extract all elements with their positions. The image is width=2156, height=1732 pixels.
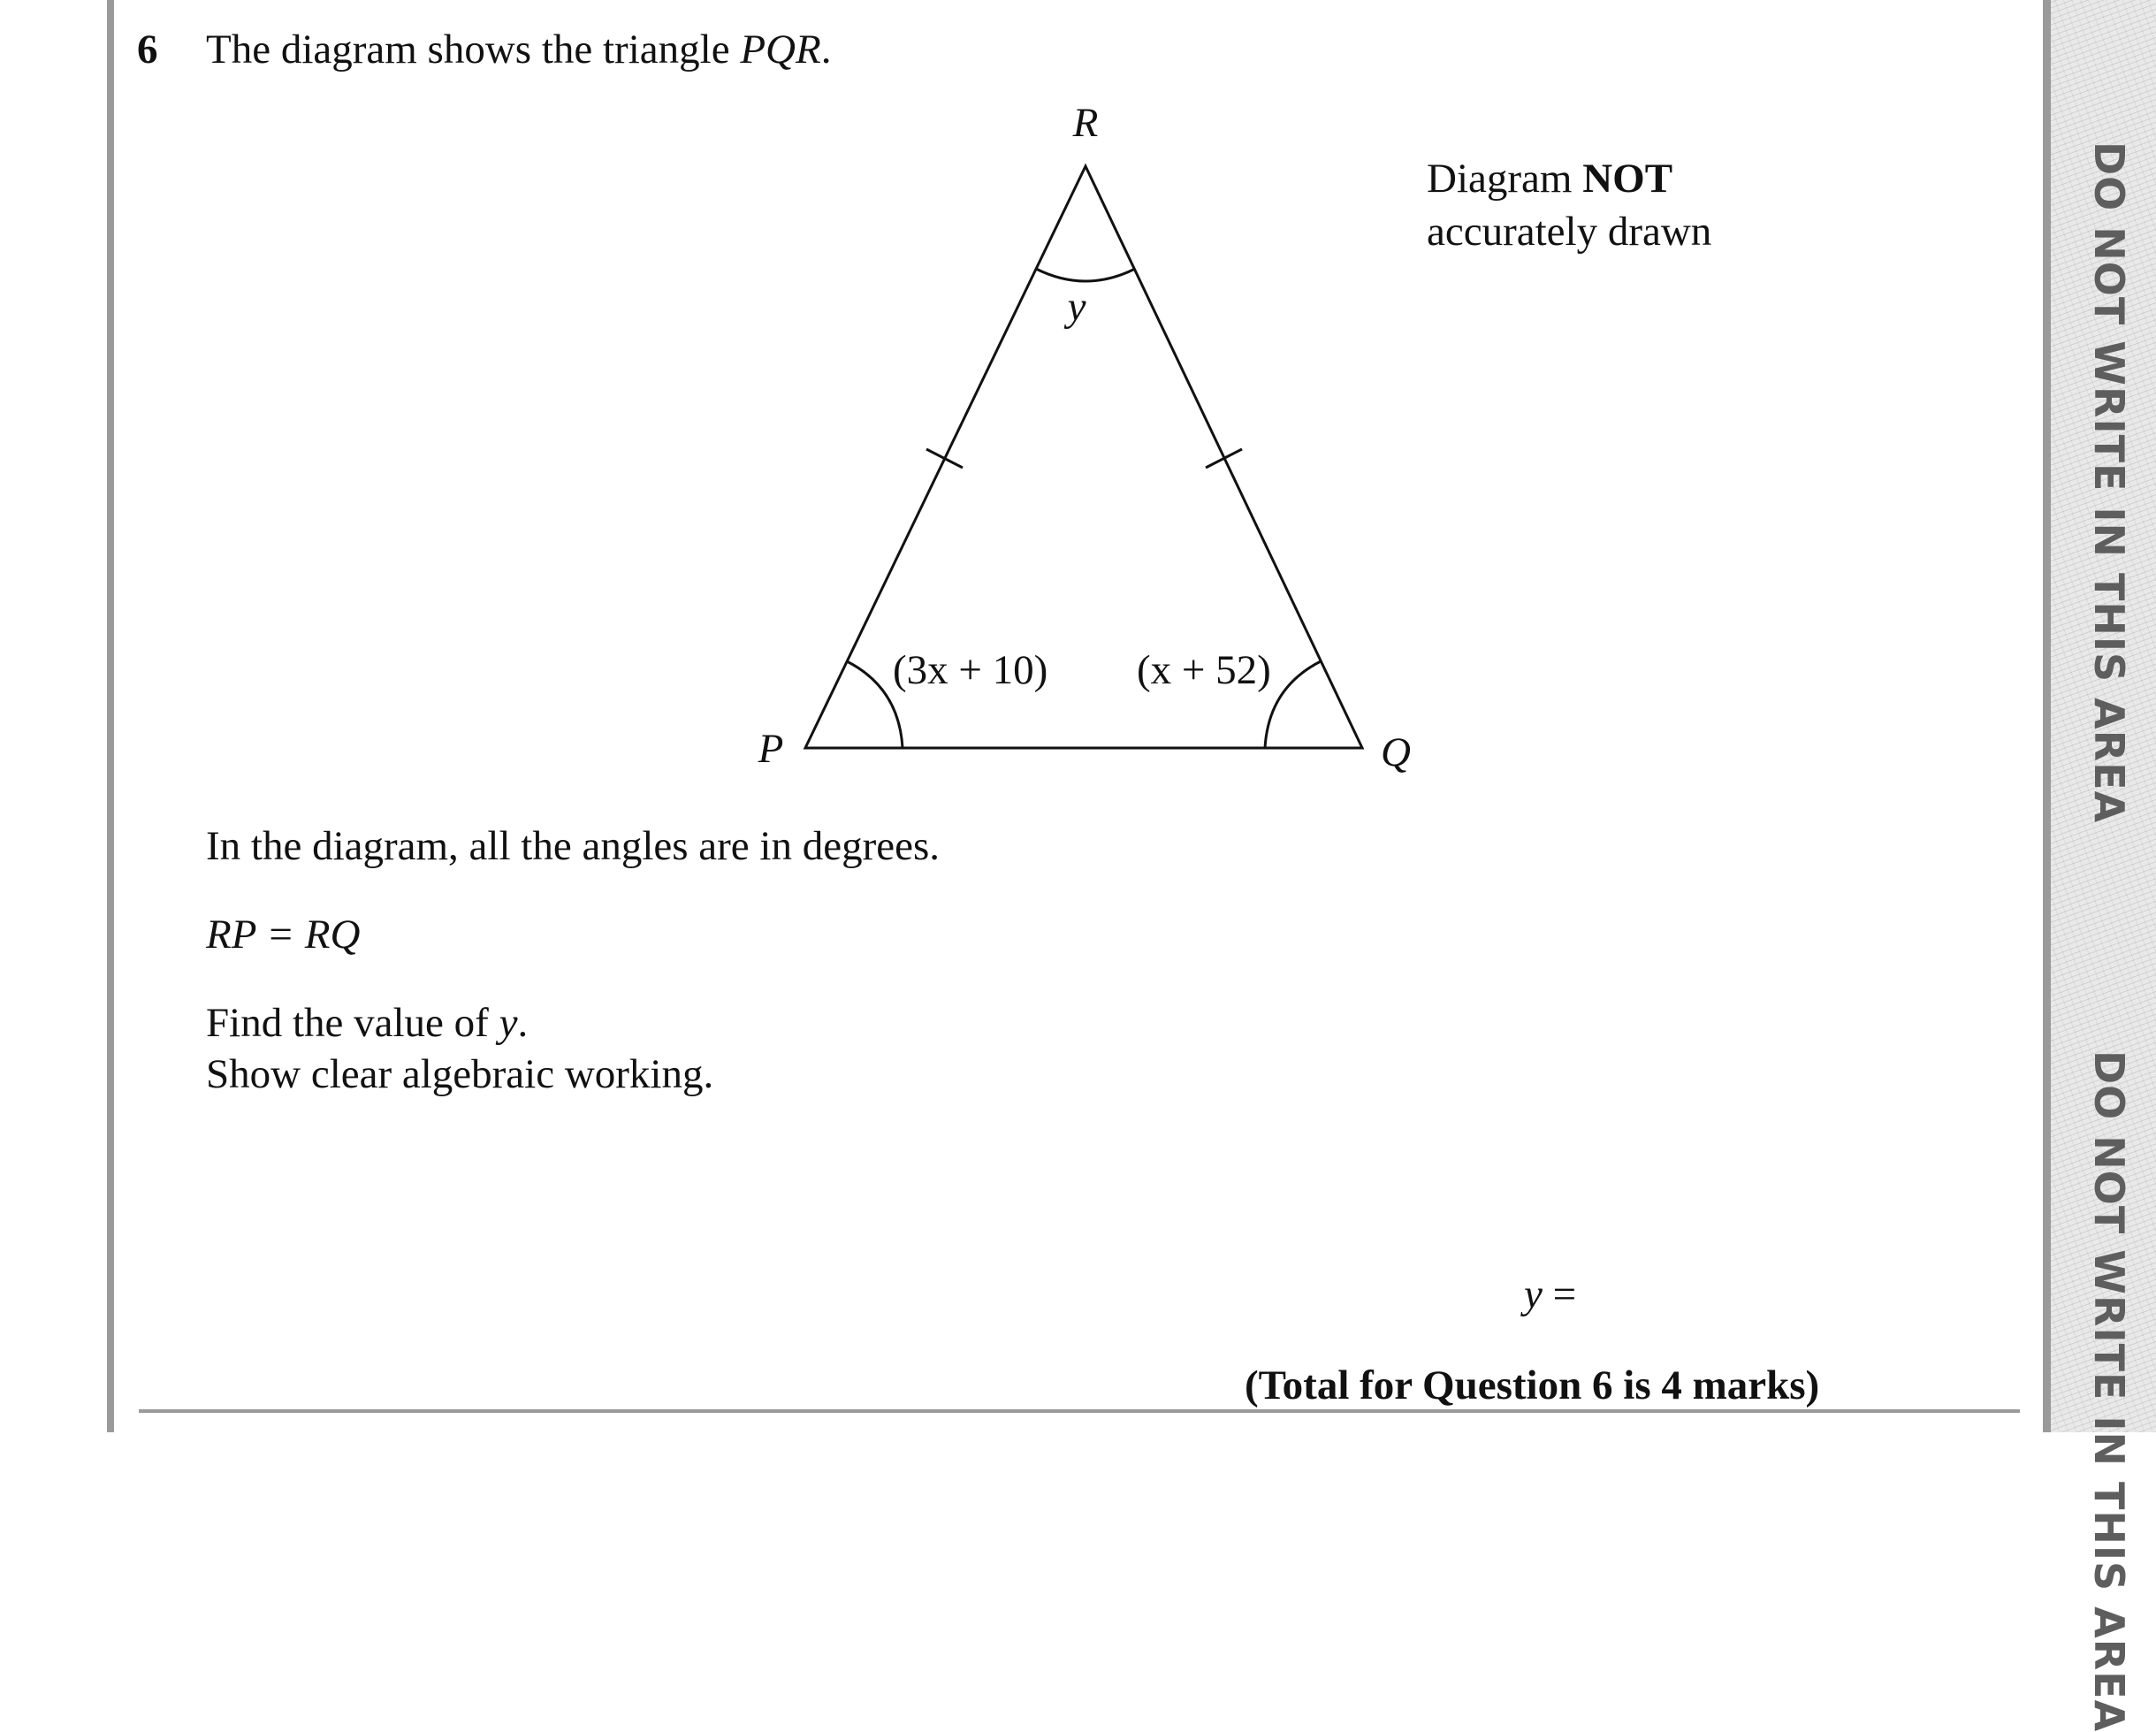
question-number: 6: [137, 27, 158, 72]
instruction-show-working: Show clear algebraic working.: [206, 1051, 714, 1097]
diagram-note: Diagram NOT accurately drawn: [1427, 156, 1712, 255]
bottom-rule: [139, 1409, 2020, 1413]
question-intro: The diagram shows the triangle PQR.: [206, 27, 832, 72]
vertex-label-p: P: [758, 726, 784, 772]
angle-label-y: y: [1067, 284, 1086, 330]
angle-arc-q: [1265, 661, 1321, 748]
angle-label-right: (x + 52): [1137, 647, 1271, 693]
angle-label-left: (3x + 10): [893, 647, 1048, 693]
triangle-pqr: [805, 166, 1362, 748]
do-not-write-label: DO NOT WRITE IN THIS AREA: [2085, 141, 2133, 824]
total-marks: (Total for Question 6 is 4 marks): [1245, 1362, 1820, 1408]
angle-arc-r: [1036, 269, 1135, 281]
info-equal-sides: RP = RQ: [206, 912, 361, 958]
tick-mark-rp: [926, 449, 963, 468]
vertex-label-r: R: [1072, 100, 1099, 146]
info-angles-degrees: In the diagram, all the angles are in degrees.: [206, 823, 940, 869]
triangle-name: PQR: [740, 27, 821, 72]
do-not-write-label: DO NOT WRITE IN THIS AREA: [2085, 1050, 2133, 1732]
instruction-find-y: Find the value of y.: [206, 1000, 529, 1046]
answer-line: y =: [1524, 1271, 1577, 1317]
vertex-label-q: Q: [1381, 729, 1411, 775]
tick-mark-rq: [1206, 449, 1242, 468]
